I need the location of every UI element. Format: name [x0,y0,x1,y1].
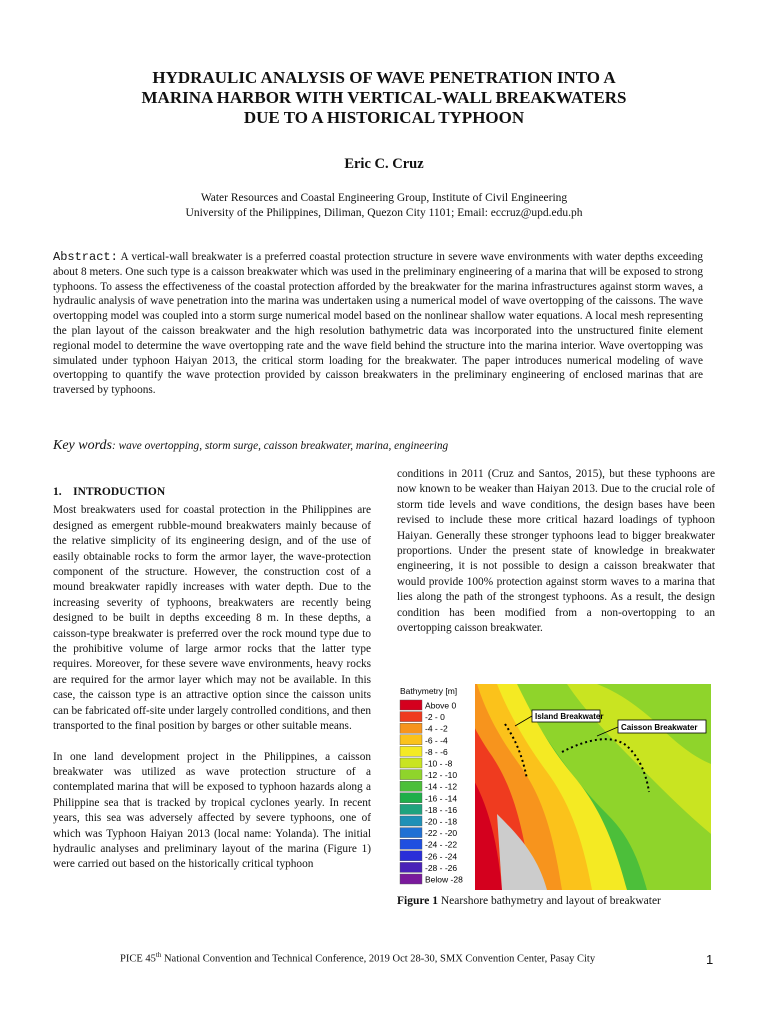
abstract-text: A vertical-wall breakwater is a preferred coastal protection structure in severe wave environments with water depths exceeding about 8 meters. One such type is a caisson breakwater which was used in the preliminary engineering of a marina that will be exposed to strong typhoons. To assess the effectiveness of the coastal protection afforded by the breakwater for the marina infrastructures against storm waves, a hydraulic analysis of wave penetration into the marina was undertaken using a numerical model of wave overtopping of the caissons. The wave overtopping model was coupled into a storm surge numerical model based on the nonlinear shallow water equations. A local mesh representing the plan layout of the caisson breakwater and the high resolution bathymetric data was incorporated into the unstructured finite element regional model to determine the wave overtopping rate and the wave field behind the structure into the marina interior. Wave overtopping was simulated under typhoon Haiyan 2013, the critical storm loading for the breakwater. The paper introduces numerical modeling of wave overtopping to quantify the wave protection provided by caisson breakwaters in the preliminary engineering of enclosed marinas that are traversed by typhoons. [53,251,703,397]
legend-label: -12 - -10 [425,770,458,781]
legend-label: -10 - -8 [425,758,453,769]
footer-pre: PICE 45 [120,953,156,965]
keywords-label: Key words [53,438,112,453]
legend-swatch [400,839,422,849]
left-column [53,485,371,873]
legend-swatch [400,828,422,838]
section-heading: 1. INTRODUCTION [53,486,166,498]
footer-text: National Convention and Technical Conference, 2019 Oct 28-30, SMX Convention Center, Pasay City [161,953,596,965]
intro-paragraph-1: Most breakwaters used for coastal protection in the Philippines are designed as emergent rubble-mound breakwaters mainly because of the relative simplicity of its engineering design, and of the use of easily obtainable rocks to form the armor layer, the wave-protection component of the structure. However, the construction cost of a mound breakwater rapidly increases with water depth. Due to the increasing severity of typhoons, breakwaters are recently being designed to be built in depths exceeding 8 m. In these depths, a caisson-type breakwater is preferred over the rock mound type due to the prohibitive volume of large armor rocks that the latter type requires. Moreover, for these severe wave environments, heavy rocks are required for the armor layer which may not be available. In this case, the caisson type is an attractive option since the caisson units can be fabricated off-site under largely controlled conditions, and then transported to the final position by barges or other suitable means. [53,504,371,733]
intro-paragraph-2: In one land development project in the Philippines, a caisson breakwater was utilized as wave protection structure of a contemplated marina that will be exposed to typhoon hazards along a Philippine sea that is tracked by tropical cyclones yearly. In recent years, this sea was adversely affected by severe typhoons, one of which was Typhoon Haiyan 2013 (local name: Yolanda). The initial hydraulic analyses and preliminary layout of the marina (Figure 1) were carried out based on the historically critical typhoon [53,750,371,871]
affiliation [0,191,768,221]
affiliation-line-1: Water Resources and Coastal Engineering Group, Institute of Civil Engineering [200,192,568,204]
bathymetry-map-figure [397,684,711,890]
footer-sup: th [155,951,162,959]
legend-swatch [400,746,422,756]
legend-label: -20 - -18 [425,816,458,827]
legend-swatch [400,781,422,791]
footer [120,951,595,965]
legend-label: -22 - -20 [425,828,458,839]
affiliation-line-2: University of the Philippines, Diliman, Quezon City 1101; Email: eccruz@upd.edu.ph [185,207,583,219]
legend-label: -26 - -24 [425,851,458,862]
title-line-2: MARINA HARBOR WITH VERTICAL-WALL BREAKWATERS [141,88,627,107]
legend-label: -2 - 0 [425,712,445,723]
abstract-label: Abstract: [53,250,118,264]
legend-label: -16 - -14 [425,793,458,804]
legend-swatch [400,723,422,733]
paper-title [60,68,708,128]
legend-label: Above 0 [425,700,457,711]
legend-swatch [400,712,422,722]
legend-label: -4 - -2 [425,723,448,734]
figure-caption-label: Figure 1 [397,895,438,907]
legend-swatch [400,862,422,872]
legend-title: Bathymetry [m] [400,686,458,696]
legend-label: -28 - -26 [425,862,458,873]
legend-swatch [400,874,422,884]
page-number: 1 [706,952,714,967]
island-breakwater-label: Island Breakwater [535,712,604,721]
legend-label: -24 - -22 [425,839,458,850]
legend-label: -18 - -16 [425,804,458,815]
keywords-text: : wave overtopping, storm surge, caisson breakwater, marina, engineering [111,440,449,452]
legend-swatch [400,700,422,710]
caisson-breakwater-label: Caisson Breakwater [621,723,698,732]
legend-label: -8 - -6 [425,746,448,757]
legend-label: Below -28 [425,874,463,885]
intro-paragraph-3: conditions in 2011 (Cruz and Santos, 2015), but these typhoons are now known to be weaker than Haiyan 2013. Due to the crucial role of storm tide levels and wave conditions, the design bases have been revised to include these more critical hazard loadings of typhoon Haiyan. Generally these stronger typhoons lead to bigger breakwater proportions. Under the present state of knowledge in breakwater engineering, it is not possible to design a caisson breakwater that would provide 100% protection against storm waves to a marina that lies along the path of the strongest typhoons. As a result, the design condition has been modified from a non-overtopping to an overtopping caisson breakwater. [397,468,715,635]
figure-caption [397,895,661,907]
title-line-3: DUE TO A HISTORICAL TYPHOON [243,108,525,127]
legend-label: -14 - -12 [425,781,458,792]
legend-swatch [400,851,422,861]
legend-swatch [400,758,422,768]
legend-swatch [400,804,422,814]
keywords [53,438,448,454]
legend-label: -6 - -4 [425,735,448,746]
legend-swatch [400,816,422,826]
legend-swatch [400,735,422,745]
abstract [53,250,703,398]
title-line-1: HYDRAULIC ANALYSIS OF WAVE PENETRATION INTO A [152,68,616,87]
figure-caption-text: Nearshore bathymetry and layout of breakwater [438,895,661,907]
legend-swatch [400,770,422,780]
legend-swatch [400,793,422,803]
author-name: Eric C. Cruz [344,156,424,172]
right-column [397,467,715,636]
